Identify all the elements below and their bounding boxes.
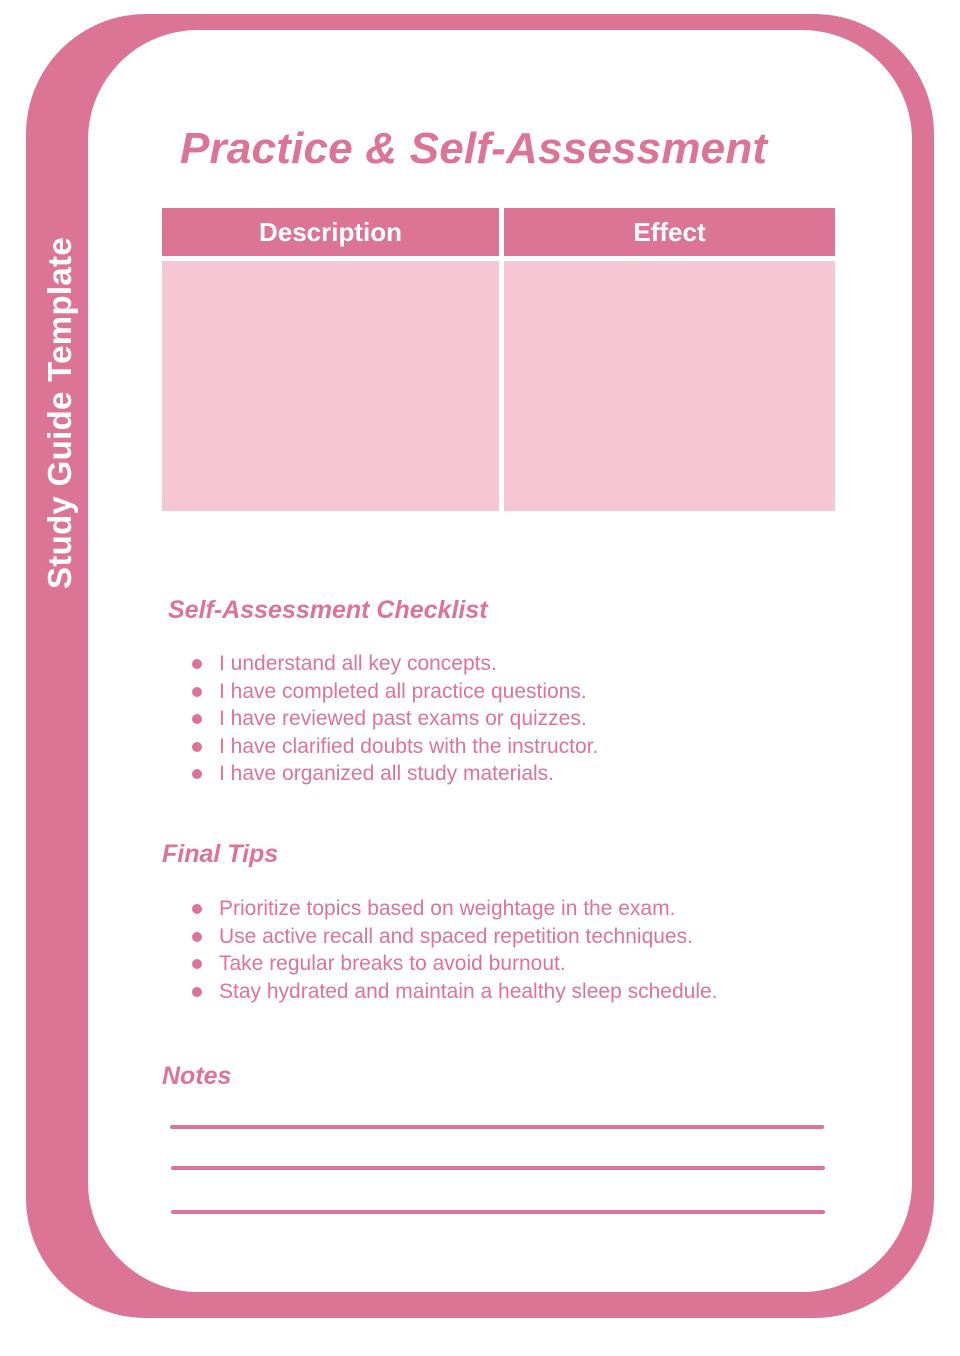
checklist-item-text: I have reviewed past exams or quizzes.: [219, 707, 587, 730]
notes-title: Notes: [162, 1062, 232, 1090]
tip-item-text: Use active recall and spaced repetition techniques.: [219, 924, 693, 948]
checklist-item-text: I understand all key concepts.: [219, 652, 497, 675]
bullet-dot-icon: [192, 959, 202, 969]
bullet-dot-icon: [192, 932, 202, 942]
checklist-item-text: I have organized all study materials.: [219, 762, 555, 785]
checklist-item: [190, 650, 598, 678]
checklist-list: [190, 650, 598, 788]
tip-item-text: Stay hydrated and maintain a healthy sleep schedule.: [219, 979, 718, 1003]
final-tips-list: [190, 895, 718, 1005]
bullet-dot-icon: [192, 687, 202, 697]
bullet-dot-icon: [192, 987, 202, 997]
tip-item: [190, 895, 718, 923]
bullet-dot-icon: [192, 904, 202, 914]
sidebar-template-label: Study Guide Template: [41, 237, 78, 589]
checklist-item: [190, 678, 598, 706]
tip-item: [190, 950, 718, 978]
table-header-effect: Effect: [504, 208, 835, 256]
tip-item: [190, 978, 718, 1006]
page-title: Practice & Self-Assessment: [180, 124, 768, 173]
checklist-item: [190, 733, 598, 761]
note-line[interactable]: [170, 1125, 824, 1129]
note-line[interactable]: [171, 1210, 825, 1214]
tip-item-text: Prioritize topics based on weightage in the exam.: [219, 897, 676, 920]
checklist-item-text: I have clarified doubts with the instructor.: [219, 734, 599, 758]
description-effect-table: [162, 208, 835, 511]
tip-item: [190, 923, 718, 951]
bullet-dot-icon: [192, 742, 202, 752]
table-header-description: Description: [162, 208, 499, 256]
checklist-item: [190, 760, 598, 788]
final-tips-title: Final Tips: [162, 840, 279, 868]
bullet-dot-icon: [192, 714, 202, 724]
note-line[interactable]: [171, 1166, 825, 1170]
checklist-title: Self-Assessment Checklist: [168, 596, 488, 624]
bullet-dot-icon: [192, 659, 202, 669]
description-cell[interactable]: [162, 261, 499, 511]
tip-item-text: Take regular breaks to avoid burnout.: [219, 952, 566, 975]
checklist-item: [190, 705, 598, 733]
effect-cell[interactable]: [504, 261, 835, 511]
checklist-item-text: I have completed all practice questions.: [219, 679, 587, 703]
bullet-dot-icon: [192, 769, 202, 779]
